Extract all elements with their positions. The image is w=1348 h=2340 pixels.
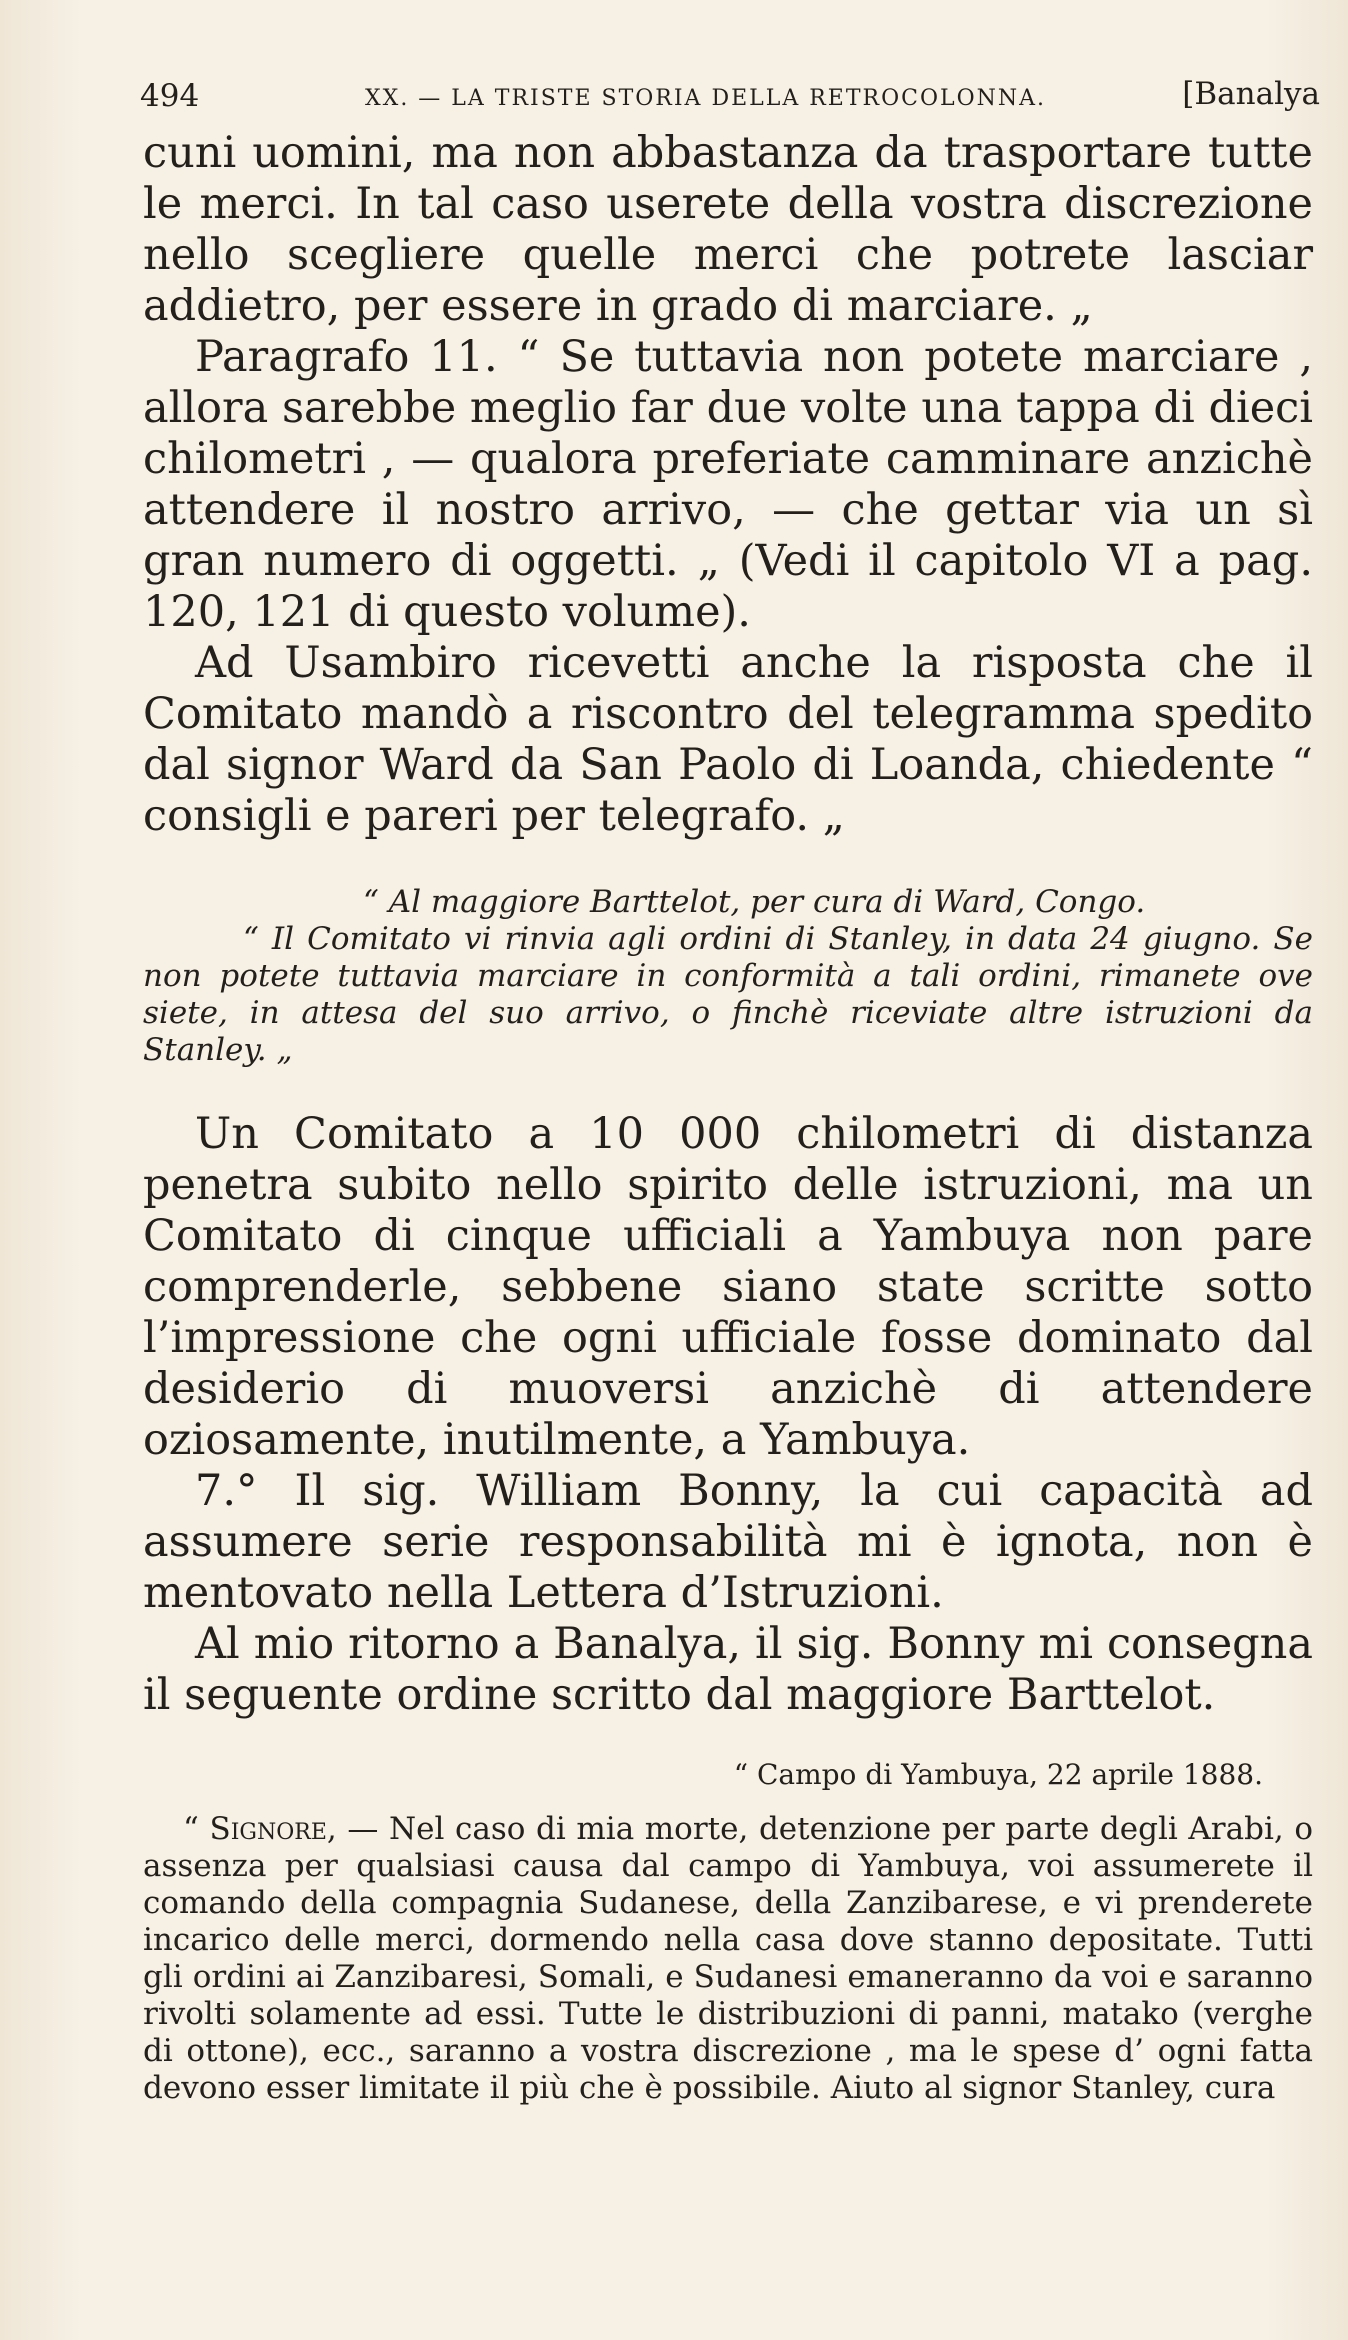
- order-salutation: Signore,: [209, 1811, 337, 1847]
- paragraph: Un Comitato a 10 000 chilometri di distanza penetra subito nello spirito delle istruzioni, ma un Comitato di cinque ufficiali a Yambuya non pare comprenderle, sebbene siano state scritte sotto l’impressione che ogni ufficiale fosse dominato dal desiderio di muoversi anzichè di attendere oziosamente, inutilmente, a Yambuya.: [143, 1109, 1313, 1465]
- running-place: [Banalya: [1182, 76, 1320, 112]
- page-body: [143, 128, 1313, 2107]
- running-title: XX. — LA TRISTE STORIA DELLA RETROCOLONNA.: [365, 86, 1047, 111]
- written-order: “ Signore, — Nel caso di mia morte, detenzione per parte degli Arabi, o assenza per qualsiasi causa dal campo di Yambuya, voi assumerete il comando della compagnia Sudanese, della Zanzibarese, e vi prenderete incarico delle merci, dormendo nella casa dove stanno depositate. Tutti gli ordini ai Zanzibaresi, Somali, e Sudanesi emaneranno da voi e saranno rivolti solamente ad essi. Tutte le distribuzioni di panni, matako (verghe di ottone), ecc., saranno a vostra discrezione , ma le spese d’ ogni fatta devono esser limitate il più che è possibile. Aiuto al signor Stanley, cura: [143, 1811, 1313, 2106]
- page-number: 494: [140, 78, 200, 114]
- telegram-address: “ Al maggiore Barttelot, per cura di Ward, Congo.: [363, 884, 1146, 920]
- telegram-quote: [143, 884, 1313, 1069]
- order-dateline: “ Campo di Yambuya, 22 aprile 1888.: [733, 1758, 1263, 1791]
- paragraph: 7.° Il sig. William Bonny, la cui capacità ad assumere serie responsabilità mi è ignota, non è mentovato nella Lettera d’Istruzioni.: [143, 1466, 1313, 1618]
- order-text: — Nel caso di mia morte, detenzione per parte degli Arabi, o assenza per qualsiasi causa dal campo di Yambuya, voi assumerete il comando della compagnia Sudanese, della Zanzibarese, e vi prenderete incarico delle merci, dormendo nella casa dove stanno depositate. Tutti gli ordini ai Zanzibaresi, Somali, e Sudanesi emaneranno da voi e saranno rivolti solamente ad essi. Tutte le distribuzioni di panni, matako (verghe di ottone), ecc., saranno a vostra discrezione , ma le spese d’ ogni fatta devono esser limitate il più che è possibile. Aiuto al signor Stanley, cura: [143, 1811, 1313, 2106]
- paragraph: Paragrafo 11. “ Se tuttavia non potete marciare , allora sarebbe meglio far due volte una tappa di dieci chilometri , — qualora preferiate camminare anzichè attendere il nostro arrivo, — che gettar via un sì gran numero di oggetti. „ (Vedi il capitolo VI a pag. 120, 121 di questo volume).: [143, 332, 1313, 637]
- paragraph: cuni uomini, ma non abbastanza da trasportare tutte le merci. In tal caso userete della vostra discrezione nello scegliere quelle merci che potrete lasciar addietro, per essere in grado di marciare. „: [143, 128, 1313, 331]
- paragraph: Al mio ritorno a Banalya, il sig. Bonny mi consegna il seguente ordine scritto dal maggiore Barttelot.: [143, 1619, 1313, 1720]
- page-header: [140, 72, 1320, 116]
- paragraph: Ad Usambiro ricevetti anche la risposta che il Comitato mandò a riscontro del telegramma spedito dal signor Ward da San Paolo di Loanda, chiedente “ consigli e pareri per telegrafo. „: [143, 638, 1313, 841]
- telegram-text: “ Il Comitato vi rinvia agli ordini di Stanley, in data 24 giugno. Se non potete tuttavia marciare in conformità a tali ordini, rimanete ove siete, in attesa del suo arrivo, o finchè riceviate altre istruzioni da Stanley. „: [143, 921, 1313, 1068]
